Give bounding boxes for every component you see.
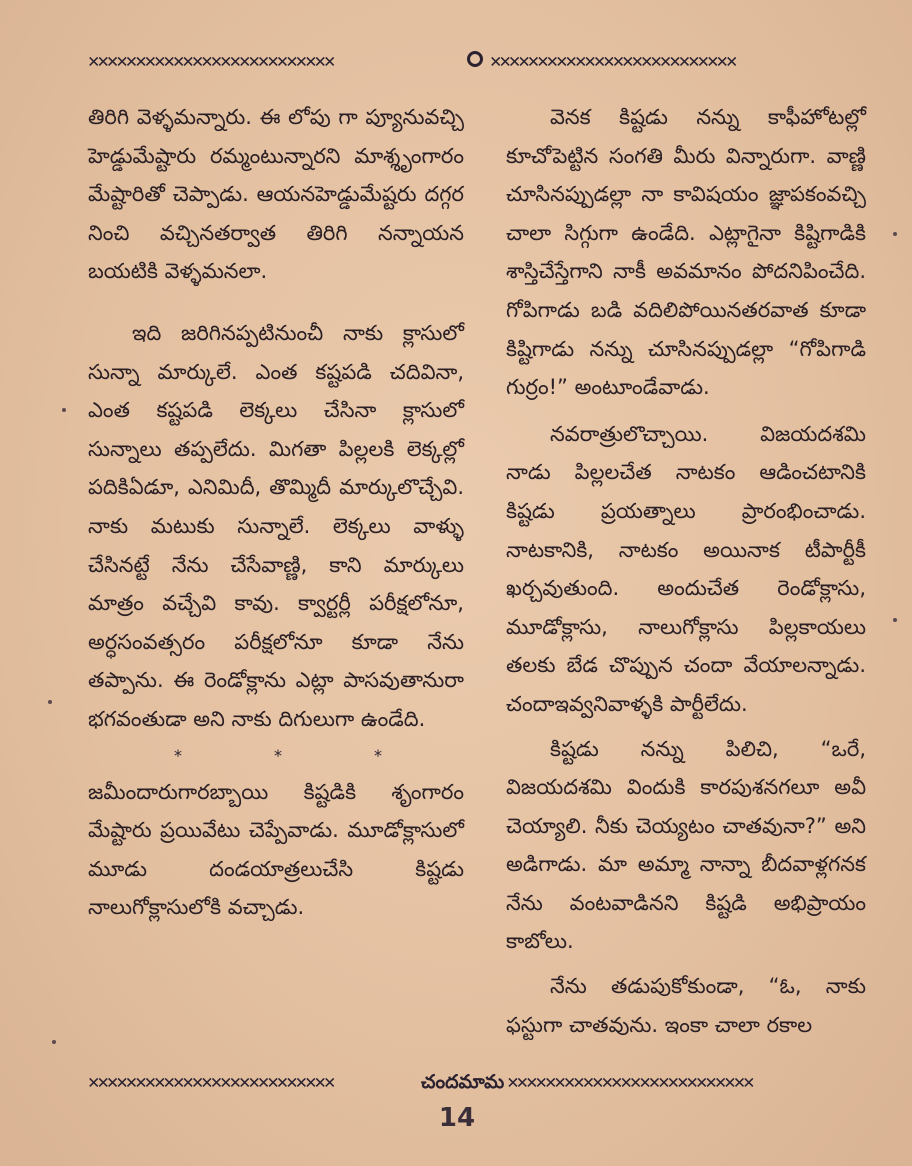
top-border-right: ✕✕✕✕✕✕✕✕✕✕✕✕✕✕✕✕✕✕✕✕✕✕✕✕✕✕	[490, 50, 736, 72]
bottom-border-right: ✕✕✕✕✕✕✕✕✕✕✕✕✕✕✕✕✕✕✕✕✕✕✕✕✕✕	[507, 1071, 753, 1093]
bottom-ornamental-border	[88, 1071, 863, 1093]
left-paragraph-2: ఇది జరిగినప్పటినుంచీ నాకు క్లాసులో సున్నా మార్కులే. ఎంత కష్టపడి చదివినా, ఎంత కష్టపడి లెక్కలు చేసినా క్లాసులో సున్నాలు తప్పలేదు. మిగతా పిల్లలకి లెక్కల్లో పదికిఏడూ, ఎనిమిదీ, తొమ్మిదీ మార్కులొచ్చేవి. నాకు మటుకు సున్నాలే. లెక్కలు వాళ్ళు చేసినట్టే నేను చేసేవాణ్ణి, కాని మార్కులు మాత్రం వచ్చేవి కావు. క్వార్టర్లీ పరీక్షలోనూ, అర్ధసంవత్సరం పరీక్షలోనూ కూడా నేను తప్పాను. ఈ రెండోక్లాను ఎట్లా పాసవుతానురా భగవంతుడా అని నాకు దిగులుగా ఉండేది.	[88, 320, 464, 731]
left-paragraph-1: తిరిగి వెళ్ళమన్నారు. ఈ లోపు గా ప్యూనువచ్చి హెడ్డుమేష్టారు రమ్మంటున్నారని మాశ్శృంగారం మేష్టారితో చెప్పాడు. ఆయనహెడ్డుమేష్టరు దగ్గర నించి వచ్చినతర్వాత తిరిగి నన్నాయన బయటికి వెళ్ళమనలా.	[88, 105, 464, 284]
ink-speck	[48, 700, 52, 704]
right-paragraph-1: వెనక కిష్టడు నన్ను కాఫీహోటల్లో కూచోపెట్టిన సంగతి మీరు విన్నారుగా. వాణ్ణి చూసినప్పుడల్లా నా కావిషయం జ్ఞాపకంవచ్చి చాలా సిగ్గుగా ఉండేది. ఎట్లాగైనా కిష్టిగాడికి శాస్తిచేస్తేగాని నాకీ అవమానం పోదనిపించేది. గోపిగాడు బడి వదిలిపోయినతరవాత కూడా కిష్టిగాడు నన్ను చూసినప్పుడల్లా “గోపిగాడి గుర్రం!” అంటూండేవాడు.	[506, 105, 866, 400]
right-paragraph-3: కిష్టడు నన్ను పిలిచి, “ఒరే, విజయదశమి విందుకి కారపుశనగలూ అవీ చెయ్యాలి. నీకు చెయ్యటం చాతవునా?” అని అడిగాడు. మా అమ్మా నాన్నా బీదవాళ్లగనక నేను వంటవాడినని కిష్టడి అభిప్రాయం కాబోలు.	[506, 736, 866, 954]
section-break-star: *	[374, 745, 382, 765]
section-break-star: *	[274, 745, 282, 765]
ink-speck	[62, 408, 66, 412]
top-border-left: ✕✕✕✕✕✕✕✕✕✕✕✕✕✕✕✕✕✕✕✕✕✕✕✕✕✕	[88, 50, 334, 72]
left-paragraph-3: జమీందారుగారబ్బాయి కిష్టడికి శృంగారం మేష్టారు ప్రయివేటు చెప్పేవాడు. మూడోక్లాసులో మూడు దండయాత్రలుచేసి కిష్టడు నాలుగోక్లాసులోకి వచ్చాడు.	[88, 779, 464, 920]
ink-speck	[893, 232, 897, 236]
section-break	[128, 745, 428, 767]
left-text-column	[88, 98, 464, 927]
right-paragraph-4: నేను తడుపుకోకుండా, “ఓ, నాకు ఫస్టుగా చాతవును. ఇంకా చాలా రకాల	[506, 974, 866, 1037]
ink-speck	[893, 618, 897, 622]
bottom-border-left: ✕✕✕✕✕✕✕✕✕✕✕✕✕✕✕✕✕✕✕✕✕✕✕✕✕✕	[88, 1071, 334, 1093]
page-number: 14	[438, 1103, 476, 1133]
circle-ornament-icon	[467, 51, 483, 67]
right-text-column	[506, 98, 866, 1044]
top-ornamental-border	[88, 50, 863, 72]
magazine-name: చందమామ	[421, 1071, 505, 1093]
section-break-star: *	[174, 745, 182, 765]
right-paragraph-2: నవరాత్రులొచ్చాయి. విజయదశమి నాడు పిల్లలచేత నాటకం ఆడించటానికి కిష్టడు ప్రయత్నాలు ప్రారంభించాడు. నాటకానికి, నాటకం అయినాక టీపార్టీకీ ఖర్చవుతుంది. అందుచేత రెండోక్లాసు, మూడోక్లాసు, నాలుగోక్లాసు పిల్లకాయలు తలకు బేడ చొప్పున చందా వేయాలన్నాడు. చందాఇవ్వనివాళ్ళకి పార్టీలేదు.	[506, 421, 866, 716]
ink-speck	[52, 1040, 56, 1044]
